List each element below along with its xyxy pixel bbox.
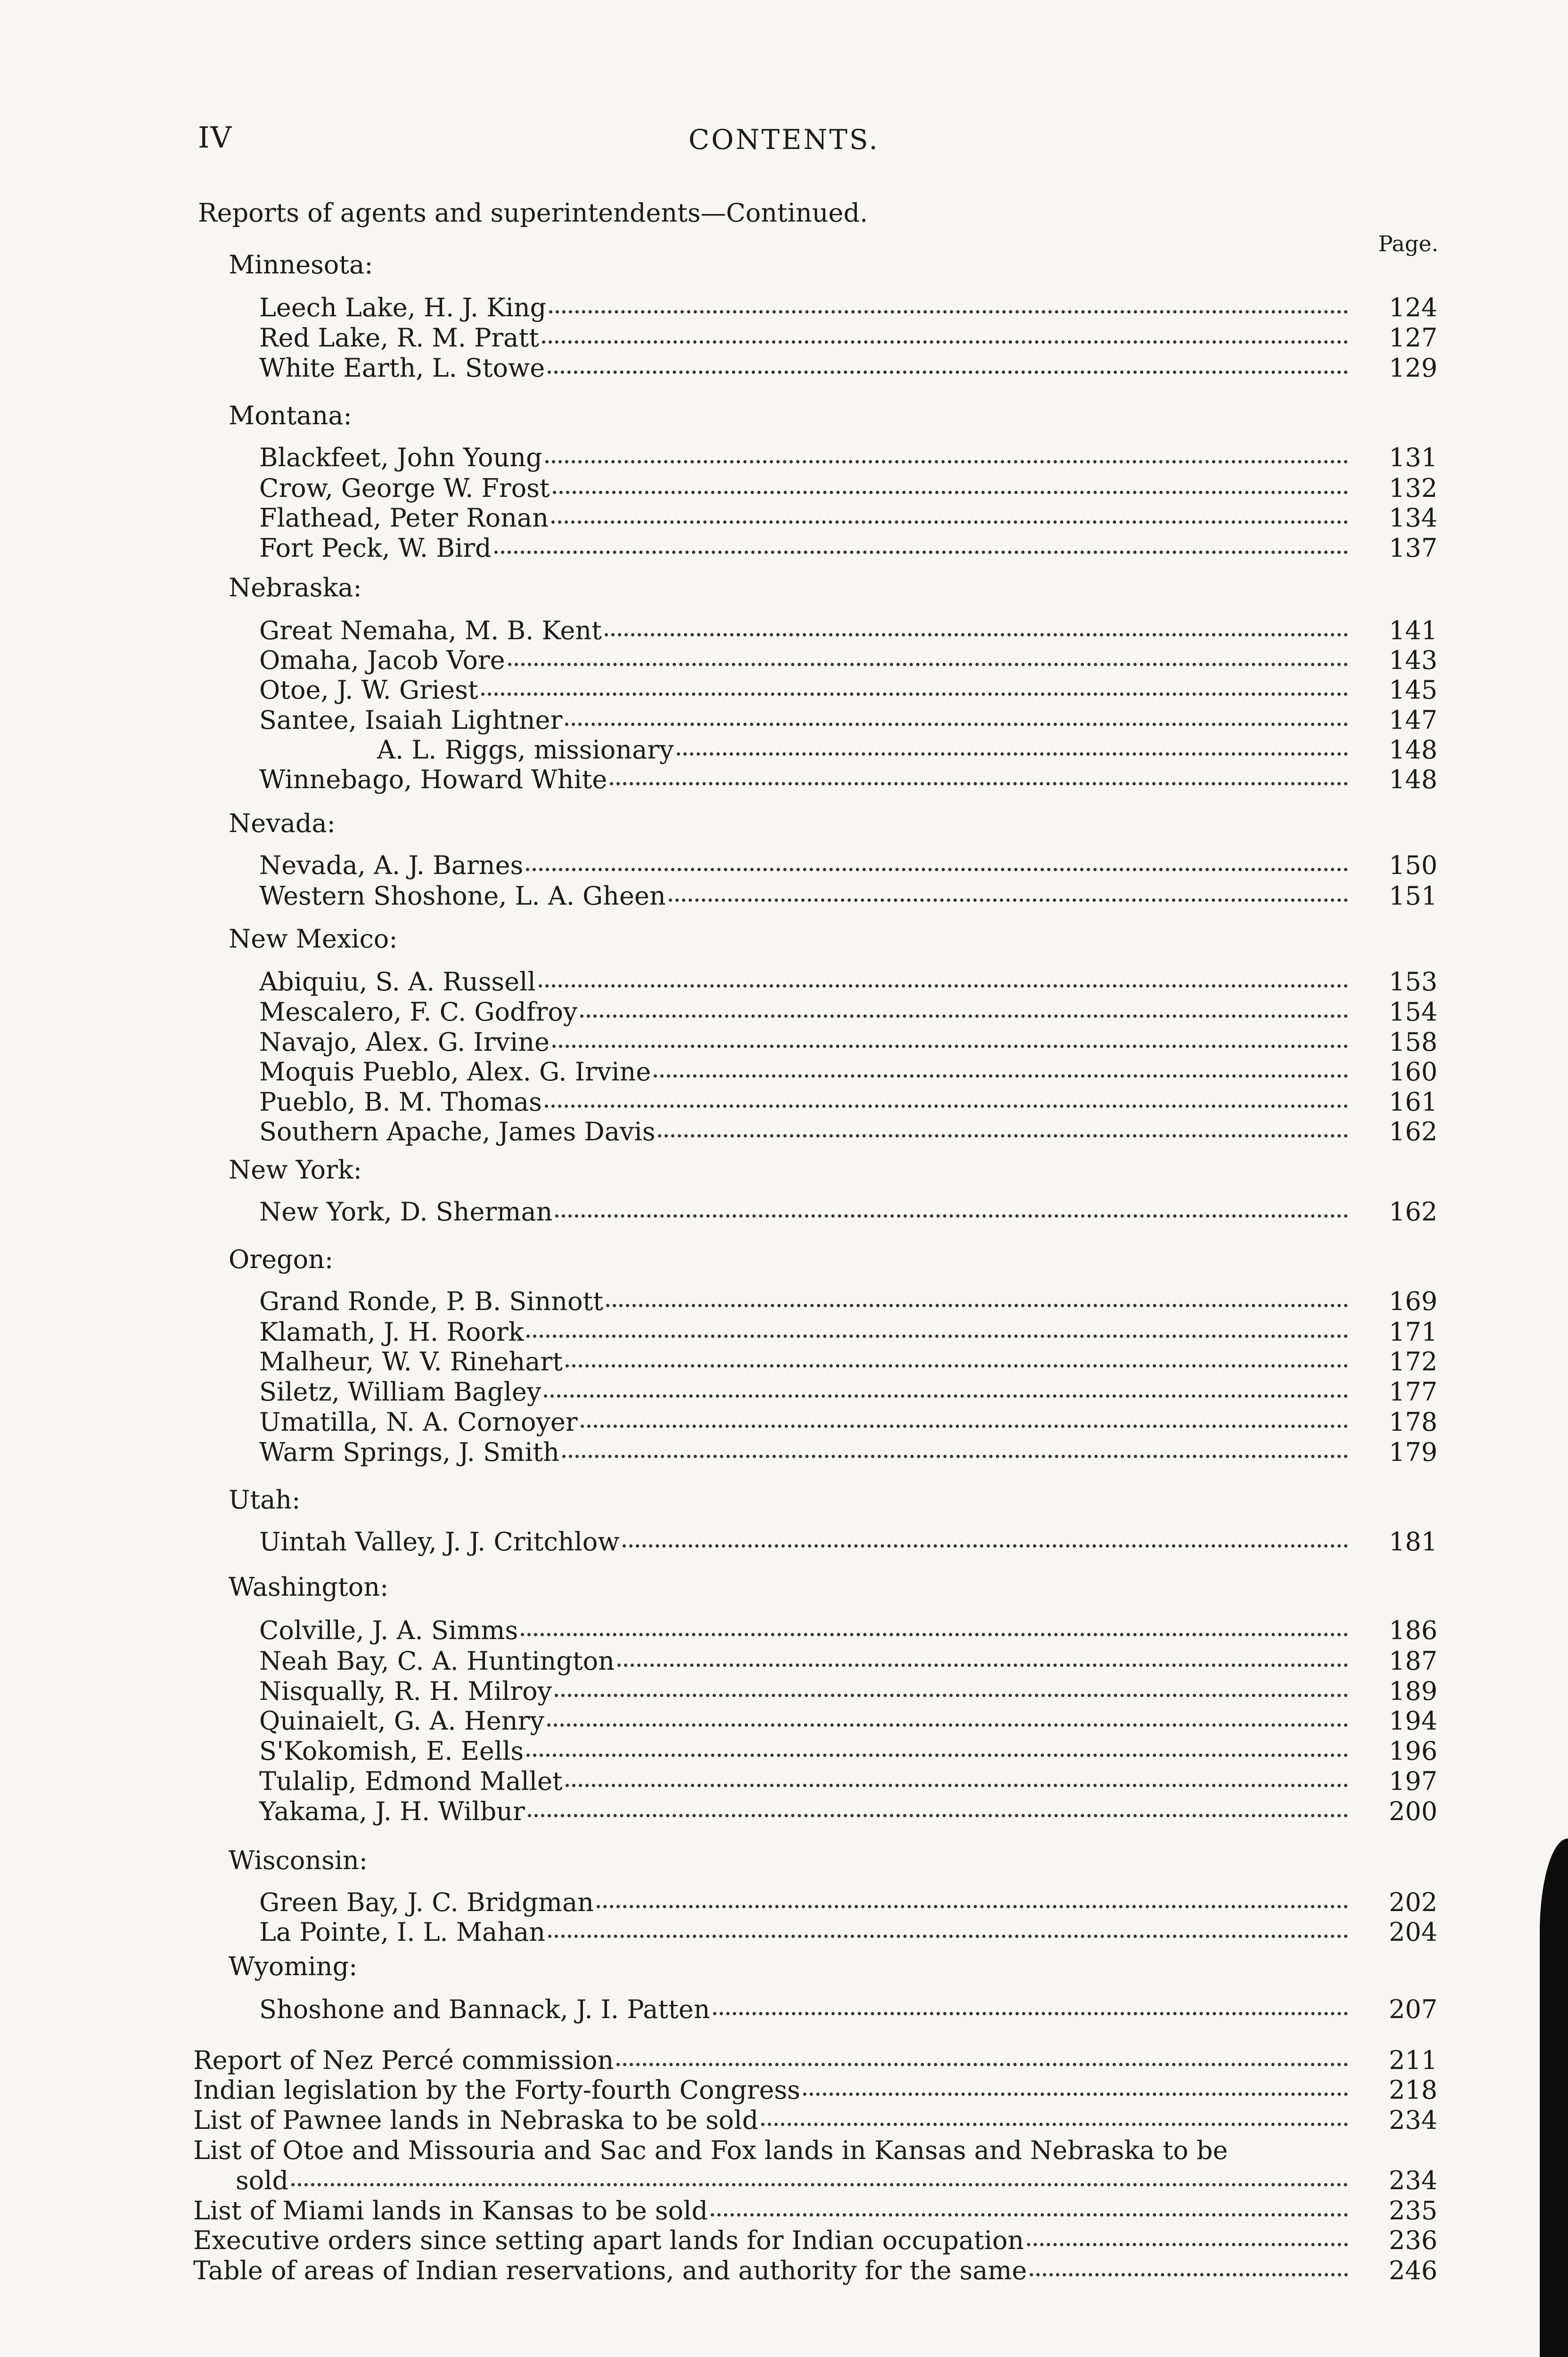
entry-label: New York, D. Sherman — [259, 1197, 553, 1227]
dot-leader — [548, 371, 1348, 374]
toc-entry — [259, 1677, 1437, 1706]
entry-page-number: 202 — [1388, 1887, 1437, 1917]
entry-label: Blackfeet, John Young — [259, 443, 542, 472]
dot-leader — [677, 752, 1348, 756]
entry-page-number: 204 — [1388, 1917, 1437, 1947]
toc-entry — [259, 534, 1437, 563]
entry-label: Colville, J. A. Simms — [259, 1615, 518, 1645]
dot-leader — [597, 1905, 1348, 1908]
section-heading: Reports of agents and superintendents—Continued. — [198, 198, 868, 228]
scan-edge-shadow — [1540, 1838, 1568, 2357]
entry-page-number: 197 — [1388, 1766, 1437, 1796]
entry-page-number: 179 — [1388, 1437, 1437, 1467]
entry-page-number: 211 — [1388, 2045, 1437, 2075]
entry-label: S'Kokomish, E. Eells — [259, 1736, 524, 1766]
state-heading: New York: — [229, 1155, 362, 1185]
state-heading: Minnesota: — [229, 250, 373, 280]
toc-entry — [259, 1408, 1437, 1437]
entry-label: Umatilla, N. A. Cornoyer — [259, 1407, 578, 1437]
entry-page-number: 131 — [1388, 443, 1437, 472]
entry-label: Red Lake, R. M. Pratt — [259, 323, 539, 353]
entry-page-number: 162 — [1388, 1197, 1437, 1227]
toc-entry — [259, 706, 1437, 735]
dot-leader — [605, 633, 1348, 636]
dot-leader — [544, 1394, 1348, 1398]
entry-page-number: 235 — [1388, 2196, 1437, 2225]
state-heading: Oregon: — [229, 1244, 334, 1274]
entry-label: Uintah Valley, J. J. Critchlow — [259, 1527, 620, 1557]
toc-entry — [259, 646, 1437, 675]
entry-label: Moquis Pueblo, Alex. G. Irvine — [259, 1057, 651, 1087]
dot-leader — [545, 460, 1348, 463]
toc-entry — [259, 997, 1437, 1027]
state-heading: Washington: — [229, 1572, 389, 1602]
toc-entry — [259, 1797, 1437, 1826]
entry-label: Table of areas of Indian reservations, and authority for the same — [193, 2256, 1027, 2285]
dot-leader — [566, 1784, 1348, 1787]
dot-leader — [553, 491, 1348, 494]
toc-entry — [259, 323, 1437, 353]
entry-label: White Earth, L. Stowe — [259, 353, 545, 383]
dot-leader — [526, 1754, 1348, 1757]
entry-label: Nevada, A. J. Barnes — [259, 850, 524, 880]
dot-leader — [552, 1045, 1348, 1048]
dot-leader — [654, 1074, 1348, 1078]
dot-leader — [617, 1664, 1348, 1667]
entry-page-number: 147 — [1388, 705, 1437, 735]
entry-label: Abiquiu, S. A. Russell — [259, 967, 536, 997]
dot-leader — [761, 2123, 1348, 2126]
entry-label: Report of Nez Percé commission — [193, 2045, 614, 2075]
entry-label: Siletz, William Bagley — [259, 1377, 542, 1407]
dot-leader — [555, 1694, 1348, 1697]
dot-leader — [551, 520, 1348, 524]
state-heading: Montana: — [229, 401, 352, 430]
toc-entry — [259, 474, 1437, 503]
state-heading: Wisconsin: — [229, 1846, 368, 1875]
toc-entry — [236, 2166, 1437, 2195]
dot-leader — [291, 2183, 1348, 2186]
entry-label: Indian legislation by the Forty-fourth Congress — [193, 2075, 800, 2105]
entry-page-number: 186 — [1388, 1615, 1437, 1645]
toc-entry — [259, 1706, 1437, 1736]
dot-leader — [1027, 2243, 1348, 2246]
entry-label: Southern Apache, James Davis — [259, 1117, 656, 1146]
dot-leader — [658, 1134, 1348, 1137]
state-heading: New Mexico: — [229, 924, 398, 954]
toc-entry — [259, 1318, 1437, 1347]
entry-page-number: 172 — [1388, 1347, 1437, 1376]
entry-page-number: 160 — [1388, 1057, 1437, 1087]
toc-entry — [193, 2106, 1437, 2135]
entry-page-number: 234 — [1388, 2105, 1437, 2135]
entry-page-number: 154 — [1388, 997, 1437, 1027]
dot-leader — [1030, 2273, 1348, 2276]
entry-label: Nisqually, R. H. Milroy — [259, 1676, 552, 1706]
entry-label: List of Pawnee lands in Nebraska to be sold — [193, 2105, 759, 2135]
dot-leader — [580, 1014, 1348, 1018]
dot-leader — [547, 1723, 1348, 1727]
state-heading: Nebraska: — [229, 573, 362, 602]
entry-page-number: 148 — [1388, 735, 1437, 765]
entry-label: Warm Springs, J. Smith — [259, 1437, 559, 1467]
entry-label: Executive orders since setting apart lands for Indian occupation — [193, 2225, 1024, 2255]
entry-label: Malheur, W. V. Rinehart — [259, 1347, 563, 1376]
toc-entry — [377, 735, 1437, 765]
dot-leader — [711, 2213, 1348, 2217]
entry-label: Yakama, J. H. Wilbur — [259, 1797, 525, 1826]
entry-page-number: 169 — [1388, 1286, 1437, 1316]
toc-entry — [259, 1088, 1437, 1117]
entry-label: Grand Ronde, P. B. Sinnott — [259, 1286, 603, 1316]
toc-entry — [259, 1377, 1437, 1407]
dot-leader — [713, 2012, 1348, 2015]
entry-label: Winnebago, Howard White — [259, 765, 607, 794]
entry-label: Mescalero, F. C. Godfroy — [259, 997, 578, 1027]
entry-page-number: 207 — [1388, 1994, 1437, 2024]
dot-leader — [508, 663, 1348, 666]
dot-leader — [528, 1814, 1348, 1817]
dot-leader — [555, 1214, 1348, 1218]
dot-leader — [548, 1935, 1348, 1938]
toc-entry — [259, 1117, 1437, 1146]
entry-label: Neah Bay, C. A. Huntington — [259, 1646, 615, 1676]
page-number: IV — [198, 120, 233, 155]
toc-entry — [259, 354, 1437, 383]
toc-entry — [259, 1616, 1437, 1645]
state-heading: Utah: — [229, 1485, 301, 1515]
toc-entry — [259, 967, 1437, 997]
dot-leader — [526, 868, 1348, 871]
entry-page-number: 158 — [1388, 1027, 1437, 1057]
entry-label: Santee, Isaiah Lightner — [259, 705, 563, 735]
toc-entry — [259, 1438, 1437, 1467]
entry-page-number: 189 — [1388, 1676, 1437, 1706]
toc-entry — [259, 882, 1437, 911]
toc-entry — [259, 1888, 1437, 1917]
entry-label: List of Miami lands in Kansas to be sold — [193, 2196, 708, 2225]
toc-entry — [259, 1347, 1437, 1376]
dot-leader — [565, 723, 1348, 726]
entry-label: Great Nemaha, M. B. Kent — [259, 616, 602, 645]
entry-label: Quinaielt, G. A. Henry — [259, 1706, 544, 1736]
entry-page-number: 148 — [1388, 765, 1437, 794]
entry-page-number: 143 — [1388, 645, 1437, 675]
toc-entry — [193, 2076, 1437, 2105]
entry-label: Otoe, J. W. Griest — [259, 675, 478, 705]
entry-page-number: 196 — [1388, 1736, 1437, 1766]
entry-page-number: 246 — [1388, 2256, 1437, 2285]
toc-entry — [193, 2226, 1437, 2255]
page-column-label: Page. — [1378, 231, 1438, 256]
toc-entry — [259, 1647, 1437, 1676]
dot-leader — [542, 340, 1348, 344]
toc-entry — [259, 616, 1437, 645]
entry-page-number: 234 — [1388, 2166, 1437, 2195]
dot-leader — [526, 1335, 1348, 1338]
entry-page-number: 181 — [1388, 1527, 1437, 1557]
entry-page-number: 150 — [1388, 850, 1437, 880]
dot-leader — [669, 898, 1348, 902]
entry-label: Shoshone and Bannack, J. I. Patten — [259, 1994, 710, 2024]
entry-label: Navajo, Alex. G. Irvine — [259, 1027, 550, 1057]
entry-page-number: 171 — [1388, 1317, 1437, 1347]
toc-entry-line: List of Otoe and Missouria and Sac and Fox lands in Kansas and Nebraska to be — [193, 2135, 1228, 2165]
entry-page-number: 145 — [1388, 675, 1437, 705]
entry-label: A. L. Riggs, missionary — [377, 735, 674, 765]
entry-page-number: 236 — [1388, 2225, 1437, 2255]
dot-leader — [545, 1104, 1348, 1108]
entry-label: Crow, George W. Frost — [259, 473, 550, 503]
entry-page-number: 177 — [1388, 1377, 1437, 1407]
toc-entry — [259, 1767, 1437, 1796]
dot-leader — [623, 1544, 1348, 1548]
entry-page-number: 178 — [1388, 1407, 1437, 1437]
toc-entry — [259, 1197, 1437, 1227]
page-title: CONTENTS. — [688, 124, 880, 156]
entry-page-number: 194 — [1388, 1706, 1437, 1736]
toc-entry — [193, 2256, 1437, 2285]
entry-page-number: 187 — [1388, 1646, 1437, 1676]
dot-leader — [549, 310, 1348, 313]
entry-page-number: 134 — [1388, 503, 1437, 533]
entry-label: Tulalip, Edmond Mallet — [259, 1766, 563, 1796]
toc-entry — [259, 1287, 1437, 1316]
entry-page-number: 124 — [1388, 293, 1437, 322]
toc-entry — [259, 1995, 1437, 2024]
toc-entry — [259, 676, 1437, 705]
toc-entry — [259, 851, 1437, 880]
entry-label: Omaha, Jacob Vore — [259, 645, 505, 675]
state-heading: Nevada: — [229, 808, 336, 838]
state-heading: Wyoming: — [229, 1952, 358, 1981]
toc-entry — [259, 1918, 1437, 1947]
entry-page-number: 161 — [1388, 1087, 1437, 1117]
entry-page-number: 200 — [1388, 1797, 1437, 1826]
dot-leader — [481, 692, 1348, 696]
toc-entry — [259, 443, 1437, 472]
toc-entry — [259, 1737, 1437, 1766]
entry-label: Green Bay, J. C. Bridgman — [259, 1887, 594, 1917]
toc-entry — [259, 1028, 1437, 1057]
entry-label: Klamath, J. H. Roork — [259, 1317, 524, 1347]
dot-leader — [610, 782, 1348, 785]
entry-label: La Pointe, I. L. Mahan — [259, 1917, 545, 1947]
entry-label: sold — [236, 2166, 289, 2195]
toc-entry — [259, 1057, 1437, 1087]
dot-leader — [606, 1304, 1348, 1307]
entry-label: Fort Peck, W. Bird — [259, 533, 492, 563]
toc-entry — [259, 765, 1437, 794]
toc-entry — [259, 503, 1437, 533]
entry-page-number: 137 — [1388, 533, 1437, 563]
entry-page-number: 218 — [1388, 2075, 1437, 2105]
entry-page-number: 127 — [1388, 323, 1437, 353]
entry-page-number: 162 — [1388, 1117, 1437, 1146]
entry-label: Leech Lake, H. J. King — [259, 293, 547, 322]
entry-page-number: 153 — [1388, 967, 1437, 997]
toc-entry — [259, 293, 1437, 322]
toc-entry — [193, 2046, 1437, 2075]
toc-entry — [193, 2196, 1437, 2225]
toc-entry — [259, 1527, 1437, 1557]
entry-page-number: 151 — [1388, 881, 1437, 911]
dot-leader — [539, 984, 1348, 988]
dot-leader — [494, 551, 1348, 554]
dot-leader — [521, 1633, 1348, 1636]
entry-page-number: 132 — [1388, 473, 1437, 503]
dot-leader — [562, 1455, 1348, 1458]
dot-leader — [803, 2093, 1348, 2096]
entry-label: Pueblo, B. M. Thomas — [259, 1087, 542, 1117]
entry-label: Flathead, Peter Ronan — [259, 503, 549, 533]
dot-leader — [581, 1425, 1348, 1428]
dot-leader — [566, 1364, 1348, 1368]
dot-leader — [616, 2063, 1348, 2066]
entry-page-number: 141 — [1388, 616, 1437, 645]
entry-label: Western Shoshone, L. A. Gheen — [259, 881, 666, 911]
entry-page-number: 129 — [1388, 353, 1437, 383]
